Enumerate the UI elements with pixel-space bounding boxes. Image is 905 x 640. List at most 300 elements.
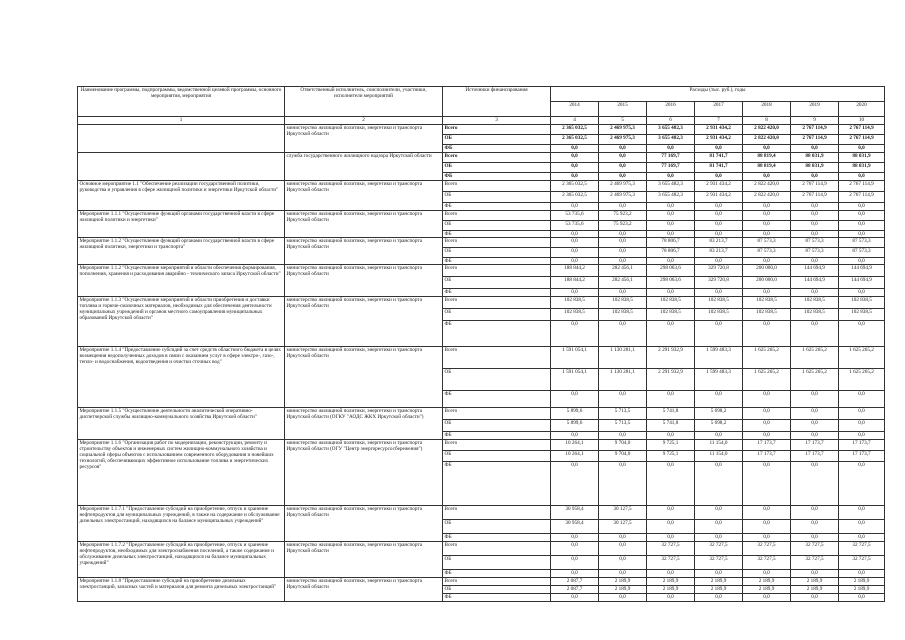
expense-value: 3 655 482,3 (647, 135, 695, 145)
expense-value: 75 923,2 (599, 211, 647, 221)
funding-source: Всего (443, 238, 551, 248)
expense-value: 83 213,7 (695, 248, 743, 258)
funding-source: Всего (443, 265, 551, 277)
expense-value: 1 625 265,2 (839, 369, 885, 391)
expense-value: 1 625 265,2 (743, 369, 791, 391)
column-index: 8 (743, 117, 791, 125)
expense-value: 0,0 (551, 594, 599, 602)
funding-source: ФБ (443, 231, 551, 238)
expense-value: 32 727,5 (839, 556, 885, 570)
expense-value: 17 173,7 (743, 451, 791, 462)
expense-value: 0,0 (839, 231, 885, 238)
expense-value: 0,0 (551, 432, 599, 440)
funding-source: ОБ (443, 586, 551, 594)
executor-name: министерство жилищной политики, энергетики и транспорта Иркутской области (285, 542, 443, 578)
expense-value: 2 931 434,2 (695, 125, 743, 135)
expense-value: 0,0 (743, 420, 791, 432)
column-index: 10 (839, 117, 885, 125)
expense-value: 0,0 (839, 462, 885, 506)
expense-value: 0,0 (551, 203, 599, 211)
expense-value: 1 625 265,2 (839, 347, 885, 369)
expense-value: 2 189,9 (599, 578, 647, 586)
column-index: 5 (599, 117, 647, 125)
expense-value: 2 189,9 (695, 578, 743, 586)
expense-value: 0,0 (839, 258, 885, 265)
expense-value: 9 704,0 (599, 440, 647, 451)
expense-value: 0,0 (743, 520, 791, 534)
expense-value: 0,0 (839, 173, 885, 181)
expense-value: 0,0 (839, 203, 885, 211)
expense-value: 17 173,7 (839, 451, 885, 462)
expense-value: 0,0 (839, 534, 885, 542)
expense-value: 2 189,9 (647, 578, 695, 586)
expense-value: 0,0 (839, 211, 885, 221)
expense-value: 2 767 114,9 (791, 192, 839, 203)
expense-value: 32 727,5 (791, 556, 839, 570)
program-name: Мероприятие 1.1.7.2 "Предоставление субсидий на приобретение, отпуск и хранение нефтепродуктов, необходимых для электроснабжения поселений, а также содержание и обслуживание дизельных электростанций, находящихся на балансе муниципальных учреждений" (78, 542, 285, 578)
expense-value: 0,0 (743, 221, 791, 231)
funding-source: Всего (443, 347, 551, 369)
expense-value: 0,0 (599, 556, 647, 570)
expense-value: 2 469 975,3 (599, 192, 647, 203)
executor-name: министерство жилищной политики, энергетики и транспорта Иркутской области (285, 297, 443, 347)
expense-value: 2 365 032,5 (551, 135, 599, 145)
expense-value: 2 365 032,5 (551, 192, 599, 203)
expense-value: 88 031,9 (839, 153, 885, 163)
expense-value: 0,0 (647, 231, 695, 238)
header-year: 2018 (743, 102, 791, 117)
table-row (78, 265, 885, 277)
expense-value: 30 127,5 (599, 506, 647, 520)
expense-value: 5 899,6 (551, 420, 599, 432)
expense-value: 102 838,5 (599, 297, 647, 309)
executor-name: министерство жилищной политики, энергетики и транспорта Иркутской области (285, 211, 443, 238)
executor-name: министерство жилищной политики, энергетики и транспорта Иркутской области (285, 238, 443, 265)
expense-value: 3 655 482,3 (647, 181, 695, 192)
executor-name: министерство жилищной политики, энергетики и транспорта Иркутской области (285, 578, 443, 602)
expense-value: 0,0 (647, 506, 695, 520)
column-index: 3 (443, 117, 551, 125)
expense-value: 2 189,9 (743, 578, 791, 586)
expense-value: 102 838,5 (791, 297, 839, 309)
expense-value: 0,0 (839, 408, 885, 420)
expense-value: 87 573,3 (743, 248, 791, 258)
expense-value: 2 189,9 (839, 586, 885, 594)
header-year: 2017 (695, 102, 743, 117)
column-index: 6 (647, 117, 695, 125)
expense-value: 0,0 (551, 570, 599, 578)
funding-source: ФБ (443, 570, 551, 578)
funding-source: ФБ (443, 203, 551, 211)
expense-value: 5 698,2 (695, 408, 743, 420)
expense-value: 2 822 420,0 (743, 135, 791, 145)
expense-value: 11 154,0 (695, 451, 743, 462)
expense-value: 0,0 (647, 570, 695, 578)
expense-value: 0,0 (551, 173, 599, 181)
expense-value: 32 727,5 (647, 556, 695, 570)
expense-value: 5 741,8 (647, 408, 695, 420)
executor-name: министерство жилищной политики, энергетики и транспорта Иркутской области (ОГУ "Центр энергоресурсосбережения") (285, 440, 443, 506)
executor-name: министерство жилищной политики, энергетики и транспорта Иркутской области (285, 347, 443, 408)
executor-name: министерство жилищной политики, энергетики и транспорта Иркутской области (285, 506, 443, 542)
expense-value: 30 958,4 (551, 520, 599, 534)
expense-value: 32 727,5 (695, 556, 743, 570)
expense-value: 188 844,2 (551, 265, 599, 277)
expense-value: 0,0 (839, 432, 885, 440)
expense-value: 0,0 (647, 289, 695, 297)
expense-value: 0,0 (599, 153, 647, 163)
header-year: 2014 (551, 102, 599, 117)
expense-value: 0,0 (791, 420, 839, 432)
expense-value: 88 031,9 (839, 163, 885, 173)
funding-source: ОБ (443, 135, 551, 145)
expense-value: 298 063,6 (647, 277, 695, 289)
expense-value: 0,0 (839, 145, 885, 153)
funding-source: ФБ (443, 432, 551, 440)
funding-source: ФБ (443, 534, 551, 542)
expense-value: 0,0 (599, 248, 647, 258)
expense-value: 0,0 (695, 594, 743, 602)
expense-value: 102 838,5 (647, 297, 695, 309)
funding-source: Всего (443, 125, 551, 135)
column-index: 4 (551, 117, 599, 125)
expense-value: 5 899,6 (551, 408, 599, 420)
column-index: 7 (695, 117, 743, 125)
expense-value: 0,0 (839, 221, 885, 231)
expense-value: 0,0 (695, 231, 743, 238)
expense-value: 78 806,7 (647, 248, 695, 258)
program-name: Мероприятие 1.1.5 "Осуществление деятельности аналитической оперативно-диспетчерской службы жилищно-коммунального хозяйства Иркутской области" (78, 408, 285, 440)
funding-source: ФБ (443, 173, 551, 181)
expense-value: 30 127,5 (599, 520, 647, 534)
expense-value: 0,0 (839, 570, 885, 578)
expense-value: 0,0 (599, 594, 647, 602)
header-year: 2016 (647, 102, 695, 117)
expense-value: 2 469 975,3 (599, 125, 647, 135)
expense-value: 0,0 (647, 221, 695, 231)
expense-value: 2 365 032,5 (551, 125, 599, 135)
table-row (78, 297, 885, 309)
expense-value: 0,0 (839, 391, 885, 408)
expense-value: 0,0 (647, 145, 695, 153)
expense-value: 0,0 (839, 520, 885, 534)
expense-value: 2 365 032,5 (551, 181, 599, 192)
funding-source: ОБ (443, 556, 551, 570)
expense-value: 0,0 (791, 594, 839, 602)
expense-value: 0,0 (695, 506, 743, 520)
expense-value: 0,0 (599, 238, 647, 248)
expense-value: 3 655 482,3 (647, 192, 695, 203)
expense-value: 0,0 (647, 211, 695, 221)
expense-value: 0,0 (599, 258, 647, 265)
expense-value: 81 741,7 (695, 163, 743, 173)
expense-value: 2 189,9 (791, 578, 839, 586)
table-row (78, 347, 885, 369)
expense-value: 1 591 054,1 (551, 347, 599, 369)
expense-value: 2 189,9 (743, 586, 791, 594)
expense-value: 17 173,7 (743, 440, 791, 451)
funding-source: Всего (443, 440, 551, 451)
expense-value: 2 291 932,9 (647, 369, 695, 391)
expense-value: 0,0 (791, 408, 839, 420)
funding-source: ОБ (443, 248, 551, 258)
funding-source: ОБ (443, 309, 551, 321)
column-index: 1 (78, 117, 285, 125)
expense-value: 2 189,9 (695, 586, 743, 594)
funding-source: Всего (443, 408, 551, 420)
expense-value: 0,0 (695, 432, 743, 440)
expense-value: 0,0 (599, 462, 647, 506)
expense-value: 17 173,7 (791, 440, 839, 451)
expense-value: 2 469 975,3 (599, 135, 647, 145)
expense-value: 144 694,9 (791, 265, 839, 277)
table-row (78, 211, 885, 221)
table-row (78, 408, 885, 420)
funding-source: Всего (443, 578, 551, 586)
expense-value: 0,0 (791, 173, 839, 181)
executor-name: министерство жилищной политики, энергетики и транспорта Иркутской области (285, 125, 443, 153)
expense-value: 0,0 (791, 203, 839, 211)
program-name: Мероприятие 1.1.2 "Осуществление функций органами государственной власти в сфере жилищной политики, энергетики и транспорта" (78, 238, 285, 265)
expense-value: 102 838,5 (551, 297, 599, 309)
program-name: Мероприятие 1.1.6 "Организация работ по модернизации, реконструкции, ремонту и строительству объектов и инженерных систем жилищно-коммунального хозяйства и социальной сферы объектов с использованием современного оборудования и новейших технологий, обеспечивающих эффективное использование топлива и энергетических ресурсов" (78, 440, 285, 506)
funding-source: Всего (443, 211, 551, 221)
funding-source: ОБ (443, 420, 551, 432)
expense-value: 2 931 434,2 (695, 192, 743, 203)
expense-value: 0,0 (791, 258, 839, 265)
expense-value: 0,0 (551, 542, 599, 556)
program-name: Мероприятие 1.1.2 "Осуществление мероприятий в области обеспечения формирования, пополнения, хранения и расходования аварийно - технического запаса Иркутской области" (78, 265, 285, 297)
expense-value: 88 031,9 (791, 153, 839, 163)
expense-value: 0,0 (551, 231, 599, 238)
expense-value: 102 838,5 (743, 297, 791, 309)
expense-value: 200 000,0 (743, 265, 791, 277)
program-name (78, 153, 285, 181)
expense-value: 0,0 (743, 321, 791, 347)
expense-value: 0,0 (791, 231, 839, 238)
expense-value: 0,0 (551, 163, 599, 173)
expense-value: 0,0 (743, 145, 791, 153)
table-row (78, 440, 885, 451)
expense-value: 2 087,7 (551, 586, 599, 594)
expense-value: 0,0 (647, 173, 695, 181)
expense-value: 32 727,5 (791, 542, 839, 556)
program-name: Мероприятие 1.1.4 "Предоставление субсидий за счет средств областного бюджета в целях возмещения недополученных доходов в связи с оказанием услуг в сфере электро-, газо-, тепло- и водоснабжения, водоотведения и очистки сточных вод" (78, 347, 285, 408)
expense-value: 0,0 (791, 391, 839, 408)
expense-value: 81 741,7 (695, 153, 743, 163)
program-name: Основное мероприятие 1.1 "Обеспечение реализации государственной политики, руководства и управления в сфере жилищной политики и энергетики Иркутской области" (78, 181, 285, 211)
expense-value: 2 767 114,9 (791, 135, 839, 145)
table-row (78, 238, 885, 248)
expense-value: 0,0 (743, 534, 791, 542)
funding-source: Всего (443, 297, 551, 309)
expense-value: 0,0 (599, 231, 647, 238)
expense-value: 282 456,1 (599, 277, 647, 289)
expense-value: 144 694,9 (791, 277, 839, 289)
expense-value: 5 698,2 (695, 420, 743, 432)
expense-value: 2 931 434,2 (695, 135, 743, 145)
expense-value: 0,0 (599, 163, 647, 173)
expense-value: 0,0 (695, 145, 743, 153)
expense-value: 0,0 (695, 258, 743, 265)
expense-value: 0,0 (743, 203, 791, 211)
expense-value: 0,0 (743, 462, 791, 506)
expense-value: 2 767 114,9 (791, 125, 839, 135)
expense-value: 0,0 (599, 145, 647, 153)
expense-value: 0,0 (551, 258, 599, 265)
expense-value: 0,0 (695, 534, 743, 542)
expense-value: 0,0 (791, 211, 839, 221)
expense-value: 2 291 932,9 (647, 347, 695, 369)
expense-value: 77 169,7 (647, 163, 695, 173)
expense-value: 78 806,7 (647, 238, 695, 248)
expense-value: 102 838,5 (743, 309, 791, 321)
expense-value: 88 819,4 (743, 163, 791, 173)
expense-value: 0,0 (791, 534, 839, 542)
expense-value: 2 822 420,0 (743, 125, 791, 135)
expense-value: 0,0 (743, 594, 791, 602)
expenses-table (77, 86, 885, 602)
expense-value: 0,0 (647, 534, 695, 542)
expense-value: 102 838,5 (839, 297, 885, 309)
expense-value: 5 713,5 (599, 420, 647, 432)
expense-value: 1 599 483,3 (695, 347, 743, 369)
expense-value: 0,0 (551, 462, 599, 506)
expense-value: 9 725,1 (647, 440, 695, 451)
expense-value: 329 720,8 (695, 265, 743, 277)
expense-value: 0,0 (647, 258, 695, 265)
expense-value: 0,0 (791, 221, 839, 231)
expense-value: 0,0 (551, 321, 599, 347)
funding-source: ФБ (443, 145, 551, 153)
program-name: Мероприятие 1.1.1 "Осуществление функций органами государственной власти в сфере жилищной политики и энергетики" (78, 211, 285, 238)
expense-value: 0,0 (743, 391, 791, 408)
expense-value: 83 213,7 (695, 238, 743, 248)
executor-name: министерство жилищной политики, энергетики и транспорта Иркутской области (285, 181, 443, 211)
expense-value: 0,0 (647, 391, 695, 408)
header-executor: Ответственный исполнитель, соисполнители, участники, исполнители мероприятий (285, 87, 443, 117)
expense-value: 0,0 (791, 506, 839, 520)
header-expenses: Расходы (тыс. руб.), годы (551, 87, 885, 102)
expense-value: 1 599 483,3 (695, 369, 743, 391)
expense-value: 0,0 (647, 203, 695, 211)
expense-value: 0,0 (695, 221, 743, 231)
expense-value: 87 573,3 (791, 248, 839, 258)
table-row (78, 181, 885, 192)
expense-value: 0,0 (695, 203, 743, 211)
expense-value: 0,0 (599, 391, 647, 408)
expense-value: 2 767 114,9 (839, 181, 885, 192)
expense-value: 0,0 (647, 594, 695, 602)
funding-source: ОБ (443, 221, 551, 231)
expense-value: 32 727,5 (743, 556, 791, 570)
expense-value: 1 130 281,1 (599, 347, 647, 369)
expense-value: 2 189,9 (599, 586, 647, 594)
expense-value: 102 838,5 (791, 309, 839, 321)
column-index: 2 (285, 117, 443, 125)
expense-value: 9 704,0 (599, 451, 647, 462)
expense-value: 32 727,5 (743, 542, 791, 556)
table-row (78, 153, 885, 163)
expense-value: 0,0 (695, 391, 743, 408)
expense-value: 1 591 054,1 (551, 369, 599, 391)
table-row (78, 125, 885, 135)
funding-source: ФБ (443, 462, 551, 506)
expense-value: 0,0 (551, 153, 599, 163)
expense-value: 0,0 (551, 556, 599, 570)
table-row (78, 542, 885, 556)
expense-value: 0,0 (743, 289, 791, 297)
expense-value: 5 713,5 (599, 408, 647, 420)
expense-value: 53 735,6 (551, 211, 599, 221)
expense-value: 88 031,9 (791, 163, 839, 173)
expense-value: 0,0 (791, 570, 839, 578)
header-year: 2015 (599, 102, 647, 117)
expense-value: 2 767 114,9 (839, 192, 885, 203)
header-program: Наименование программы, подпрограммы, ведомственной целевой программы, основного мероприятия, мероприятия (78, 87, 285, 117)
expense-value: 0,0 (551, 289, 599, 297)
program-name: Мероприятие 1.1.8 "Предоставление субсидий на приобретение дизельных электростанций, запасных частей и материалов для ремонта дизельных электростанций" (78, 578, 285, 602)
header-year: 2020 (839, 102, 885, 117)
funding-source: ФБ (443, 594, 551, 602)
header-year: 2019 (791, 102, 839, 117)
expense-value: 0,0 (599, 289, 647, 297)
funding-source: Всего (443, 542, 551, 556)
expense-value: 0,0 (695, 289, 743, 297)
expense-value: 3 655 482,3 (647, 125, 695, 135)
expense-value: 87 573,3 (839, 238, 885, 248)
expense-value: 144 694,9 (839, 277, 885, 289)
expense-value: 30 958,4 (551, 506, 599, 520)
expense-value: 17 173,7 (839, 440, 885, 451)
expense-value: 2 087,7 (551, 578, 599, 586)
expense-value: 0,0 (599, 534, 647, 542)
expense-value: 200 000,0 (743, 277, 791, 289)
expense-value: 2 189,9 (839, 578, 885, 586)
expense-value: 0,0 (839, 289, 885, 297)
expense-value: 329 720,8 (695, 277, 743, 289)
expense-value: 0,0 (647, 520, 695, 534)
expense-value: 282 456,1 (599, 265, 647, 277)
program-name (78, 125, 285, 153)
executor-name: министерство жилищной политики, энергетики и транспорта Иркутской области (ОГКУ "АОДС ЖКХ Иркутской области") (285, 408, 443, 440)
expense-value: 0,0 (743, 258, 791, 265)
funding-source: ОБ (443, 520, 551, 534)
expense-value: 102 838,5 (695, 309, 743, 321)
expense-value: 0,0 (647, 432, 695, 440)
expense-value: 0,0 (551, 248, 599, 258)
expense-value: 0,0 (743, 432, 791, 440)
expense-value: 1 625 265,2 (791, 369, 839, 391)
expense-value: 87 573,3 (791, 238, 839, 248)
expense-value: 0,0 (743, 231, 791, 238)
funding-source: ОБ (443, 192, 551, 203)
expense-value: 2 469 975,3 (599, 181, 647, 192)
expense-value: 0,0 (791, 432, 839, 440)
expense-value: 2 767 114,9 (839, 135, 885, 145)
expense-value: 1 130 281,1 (599, 369, 647, 391)
expense-value: 0,0 (791, 289, 839, 297)
expense-value: 0,0 (743, 570, 791, 578)
expense-value: 0,0 (839, 506, 885, 520)
expense-value: 17 173,7 (791, 451, 839, 462)
expense-value: 0,0 (791, 462, 839, 506)
expense-value: 32 727,5 (647, 542, 695, 556)
expense-value: 0,0 (599, 570, 647, 578)
executor-name: министерство жилищной политики, энергетики и транспорта Иркутской области (285, 265, 443, 297)
expense-value: 5 741,8 (647, 420, 695, 432)
table-row (78, 578, 885, 586)
